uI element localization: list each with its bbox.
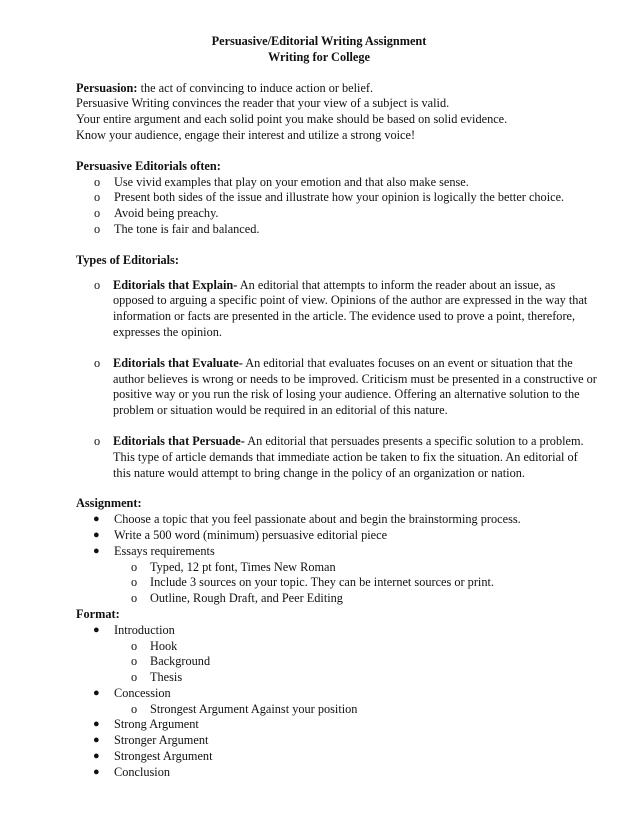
list-item: ● Introduction <box>93 622 175 637</box>
assignment-heading: Assignment: <box>76 496 142 511</box>
document-title: Persuasive/Editorial Writing Assignment <box>211 34 427 48</box>
persuasion-line: Your entire argument and each solid point you make should be based on solid evidence. <box>76 112 508 127</box>
editorial-type-label: Editorials that Evaluate- <box>113 355 243 370</box>
editorial-type-text: An editorial that persuades presents a specific solution to a problem. This type of article demands that immediate action be taken to fix the situation. An editorial of this nature would attempt to bring change in the policy of an organization or nation. <box>113 433 584 480</box>
circle-marker-icon: o <box>131 559 138 574</box>
editorials-often-list <box>76 175 598 238</box>
editorial-type-explain <box>76 278 598 341</box>
circle-marker-icon: o <box>94 355 101 370</box>
bullet-icon: ● <box>93 686 100 699</box>
circle-marker-icon: o <box>94 433 101 448</box>
editorial-type-label: Editorials that Explain- <box>113 277 238 292</box>
list-item: ● Conclusion <box>93 764 171 779</box>
list-item: ● Strongest Argument <box>93 749 213 764</box>
persuasion-line: Persuasive Writing convinces the reader that your view of a subject is valid. <box>76 96 450 111</box>
editorial-type-persuade <box>76 434 598 481</box>
bullet-icon: ● <box>93 513 100 526</box>
persuasion-line: Know your audience, engage their interest and utilize a strong voice! <box>76 127 416 142</box>
list-item: ● Concession <box>93 685 171 700</box>
assignment-list <box>76 512 598 607</box>
list-item: ● Choose a topic that you feel passionate about and begin the brainstorming process. <box>93 512 521 527</box>
format-heading: Format: <box>76 606 120 621</box>
circle-marker-icon: o <box>131 701 138 716</box>
list-item: o Strongest Argument Against your position <box>131 701 358 716</box>
editorial-type-evaluate <box>76 356 598 419</box>
list-item: o Include 3 sources on your topic. They can be internet sources or print. <box>131 575 494 590</box>
list-item: o Outline, Rough Draft, and Peer Editing <box>131 591 343 606</box>
circle-marker-icon: o <box>94 277 101 292</box>
circle-marker-icon: o <box>94 174 101 189</box>
persuasion-definition <box>76 81 598 97</box>
bullet-icon: ● <box>93 765 100 778</box>
circle-marker-icon: o <box>94 221 101 236</box>
editorial-type-text: An editorial that evaluates focuses on an event or situation that the author believes is wrong or needs to be improved. Criticism must be presented in a constructive or positive way or you run the risk of losing your audience. Offering an alternative solution to the problem or situation would be required in an editorial of this nature. <box>113 355 597 418</box>
circle-marker-icon: o <box>131 638 138 653</box>
bullet-icon: ● <box>93 544 100 557</box>
list-item: o Present both sides of the issue and illustrate how your opinion is logically the better choice. <box>94 190 565 205</box>
bullet-icon: ● <box>93 528 100 541</box>
list-item: o Background <box>131 654 211 669</box>
bullet-icon: ● <box>93 750 100 763</box>
persuasion-term: Persuasion: <box>76 80 138 95</box>
circle-marker-icon: o <box>94 190 101 205</box>
list-item: ● Essays requirements <box>93 543 215 558</box>
list-item: ● Strong Argument <box>93 717 199 732</box>
editorial-type-text: An editorial that attempts to inform the reader about an issue, as opposed to arguing a specific point of view. Opinions of the author are expressed in the way that information or facts are presented in the article. The evidence used to prove a point, therefore, expresses the opinion. <box>113 277 588 339</box>
editorials-often-heading: Persuasive Editorials often: <box>76 158 221 173</box>
list-item: o Thesis <box>131 670 183 685</box>
list-item: ● Write a 500 word (minimum) persuasive editorial piece <box>93 527 388 542</box>
bullet-icon: ● <box>93 734 100 747</box>
list-item: o Typed, 12 pt font, Times New Roman <box>131 559 336 574</box>
types-heading: Types of Editorials: <box>76 252 179 267</box>
circle-marker-icon: o <box>131 654 138 669</box>
editorial-type-label: Editorials that Persuade- <box>113 433 245 448</box>
persuasion-definition-text: the act of convincing to induce action or belief. <box>137 80 374 95</box>
circle-marker-icon: o <box>131 591 138 606</box>
document-subtitle: Writing for College <box>267 49 370 64</box>
circle-marker-icon: o <box>94 206 101 221</box>
list-item: o Hook <box>131 638 178 653</box>
bullet-icon: ● <box>93 718 100 731</box>
list-item: o Avoid being preachy. <box>94 206 219 221</box>
list-item: ● Stronger Argument <box>93 733 209 748</box>
circle-marker-icon: o <box>131 575 138 590</box>
circle-marker-icon: o <box>131 670 138 685</box>
bullet-icon: ● <box>93 623 100 636</box>
format-list <box>76 623 598 781</box>
list-item: o Use vivid examples that play on your emotion and that also make sense. <box>94 174 469 189</box>
list-item: o The tone is fair and balanced. <box>94 221 260 236</box>
